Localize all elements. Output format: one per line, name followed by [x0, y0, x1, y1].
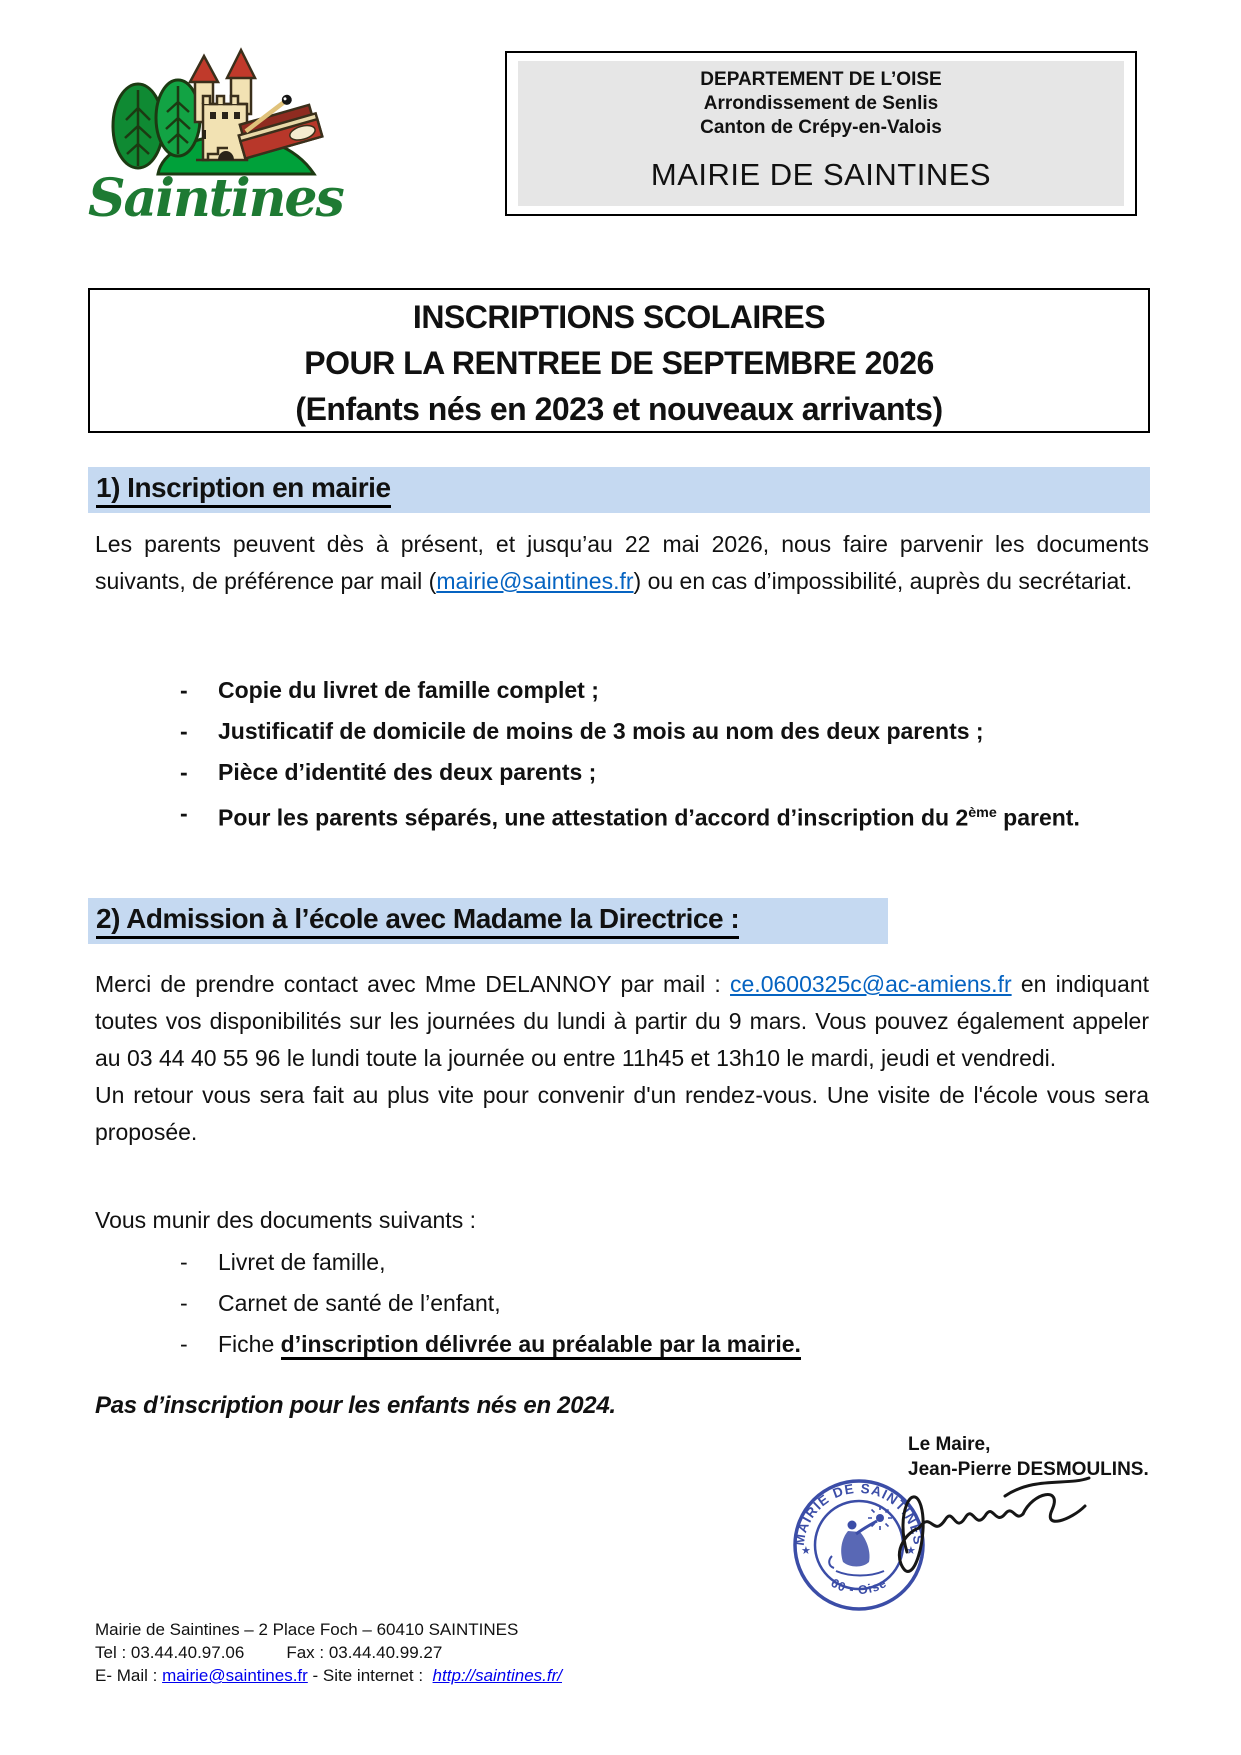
- footer-email-label: E- Mail :: [95, 1666, 163, 1685]
- section2-paragraphs: [95, 966, 1149, 1151]
- footer-fax: Fax : 03.44.40.99.27: [286, 1643, 443, 1662]
- mairie-title: MAIRIE DE SAINTINES: [650, 157, 992, 192]
- stamp-star-left: ★: [801, 1545, 811, 1557]
- section2-p1-after: en indiquant toutes vos disponibilités sur les journées du lundi à partir du 9 mars. Vous pouvez également appeler au 03 44 40 55 96 le lundi toute la journée ou entre 11h45 et 13h10 le mardi, jeudi et vendredi.: [95, 971, 1149, 1071]
- main-title-box: [88, 288, 1150, 433]
- logo-town-name: Saintines: [88, 168, 343, 229]
- signer-title: Le Maire,: [908, 1434, 991, 1455]
- list-item-text: Justificatif de domicile de moins de 3 mois au nom des deux parents ;: [218, 718, 984, 744]
- footer-links-line: [95, 1664, 562, 1687]
- canton-line: Canton de Crépy-en-Valois: [700, 117, 942, 138]
- section2-heading-band: [88, 898, 888, 944]
- footer-address: Mairie de Saintines – 2 Place Foch – 60410 SAINTINES: [95, 1620, 519, 1639]
- bullet-dash: -: [180, 1249, 188, 1275]
- footer-phone-line: [95, 1641, 562, 1664]
- section2-heading: 2) Admission à l’école avec Madame la Directrice :: [96, 903, 739, 939]
- list-item-text: Carnet de santé de l’enfant,: [218, 1290, 501, 1316]
- section1-documents-list: [180, 672, 1149, 841]
- section2-paragraph-1: [95, 966, 1149, 1077]
- list-item: [180, 754, 1149, 791]
- bullet-dash: -: [180, 1331, 188, 1357]
- documents-intro: Vous munir des documents suivants :: [95, 1207, 476, 1233]
- footer-tel: Tel : 03.44.40.97.06: [95, 1643, 245, 1662]
- footer-site-link[interactable]: http://saintines.fr/: [432, 1666, 562, 1685]
- stamp-bottom-text: 60 - Oise: [828, 1575, 890, 1598]
- bullet-dash: -: [180, 1290, 188, 1316]
- section1-heading: 1) Inscription en mairie: [96, 472, 391, 508]
- footer-email-link[interactable]: mairie@saintines.fr: [162, 1666, 308, 1685]
- bullet-dash: -: [180, 800, 188, 826]
- bullet-dash: -: [180, 759, 188, 785]
- section1-intro-paragraph: [95, 526, 1149, 600]
- section2-p1-before: Merci de prendre contact avec Mme DELANNOY par mail :: [95, 971, 731, 997]
- footer: [95, 1618, 562, 1687]
- list-item-text-before: Fiche: [218, 1331, 281, 1357]
- header-box: [505, 51, 1137, 216]
- list-item-text: Pièce d’identité des deux parents ;: [218, 759, 597, 785]
- handwritten-signature: [855, 1452, 1095, 1617]
- stamp-top-text: MAIRIE DE SAINTINES: [791, 1480, 927, 1547]
- list-item-text-after: parent.: [996, 804, 1080, 831]
- list-item: [180, 1244, 1149, 1281]
- list-item: [180, 672, 1149, 709]
- signer-name: Jean-Pierre DESMOULINS.: [908, 1459, 1149, 1480]
- list-item-text: [218, 1326, 1149, 1363]
- superscript: ème: [968, 805, 997, 821]
- list-item: [180, 795, 1149, 837]
- stamp-star-right: ★: [906, 1545, 916, 1557]
- list-item-text-underlined: d’inscription délivrée au préalable par la mairie.: [281, 1331, 801, 1360]
- section1-heading-band: [88, 467, 1150, 513]
- directrice-email-link[interactable]: ce.0600325c@ac-amiens.fr: [730, 971, 1012, 997]
- department-line: DEPARTEMENT DE L’OISE: [700, 69, 942, 90]
- mairie-email-link[interactable]: mairie@saintines.fr: [436, 568, 634, 594]
- bullet-dash: -: [180, 718, 188, 744]
- no-registration-note: Pas d’inscription pour les enfants nés en 2024.: [95, 1392, 616, 1419]
- town-logo-icon: [100, 46, 328, 180]
- footer-site-label: - Site internet :: [307, 1666, 428, 1685]
- arrondissement-line: Arrondissement de Senlis: [703, 93, 939, 114]
- list-item-text: Copie du livret de famille complet ;: [218, 677, 599, 703]
- list-item-text-before: Pour les parents séparés, une attestation d’accord d’inscription du 2: [218, 804, 969, 831]
- list-item-text: [218, 795, 1149, 837]
- section1-intro-after: ) ou en cas d’impossibilité, auprès du secrétariat.: [633, 568, 1133, 594]
- section2-paragraph-2: Un retour vous sera fait au plus vite pour convenir d'un rendez-vous. Une visite de l'école vous sera proposée.: [95, 1082, 1149, 1145]
- header-box-inner: [518, 61, 1124, 206]
- bullet-dash: -: [180, 677, 188, 703]
- title-line-3: (Enfants nés en 2023 et nouveaux arrivants): [295, 391, 943, 427]
- list-item: [180, 1326, 1149, 1363]
- list-item: [180, 1285, 1149, 1322]
- list-item: [180, 713, 1149, 750]
- section2-documents-list: [180, 1244, 1149, 1367]
- section1-intro-before: Les parents peuvent dès à présent, et jusqu’au 22 mai 2026, nous faire parvenir les documents suivants, de préférence par mail (: [95, 531, 1149, 594]
- list-item-text: Livret de famille,: [218, 1249, 386, 1275]
- title-line-2: POUR LA RENTREE DE SEPTEMBRE 2026: [304, 345, 934, 381]
- title-line-1: INSCRIPTIONS SCOLAIRES: [412, 299, 826, 335]
